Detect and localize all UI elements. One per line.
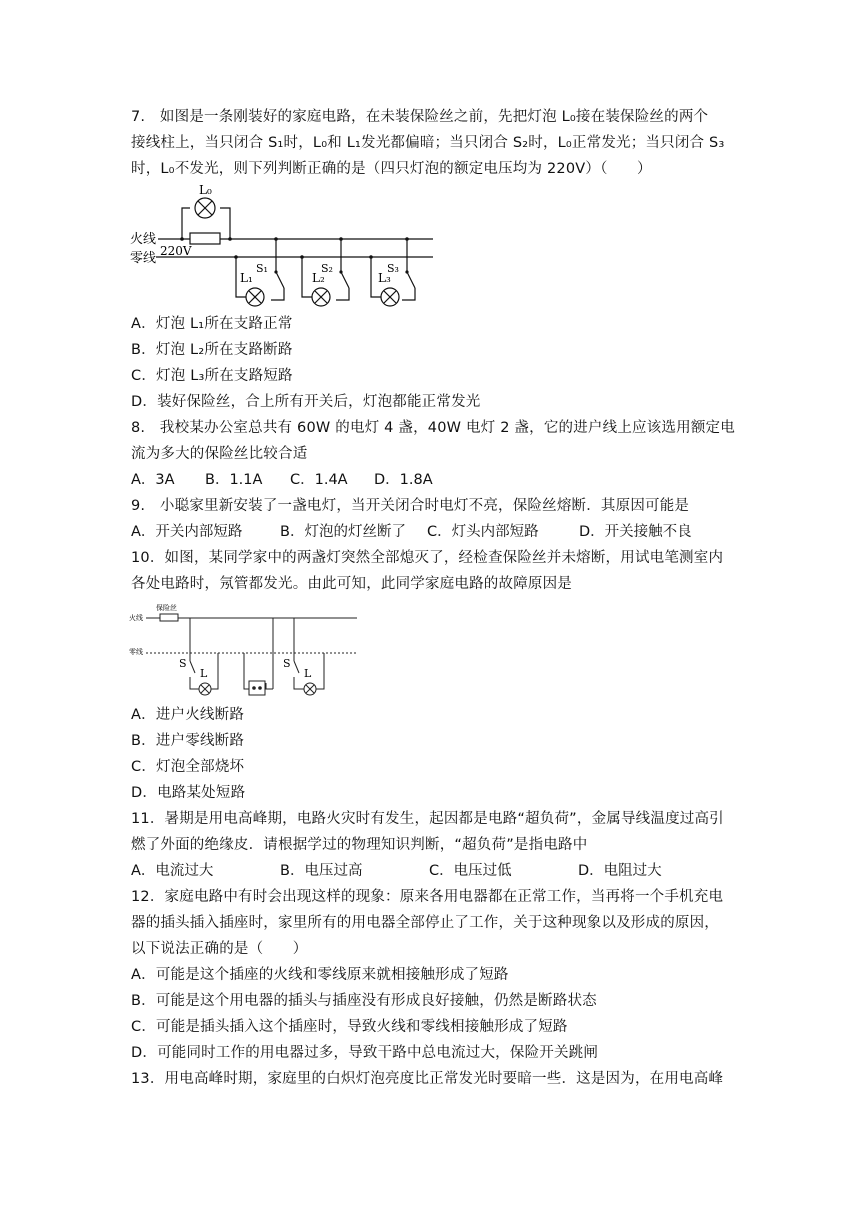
q10-switch-1-label: S [179, 657, 187, 670]
q11-option-a: A．电流过大 [131, 863, 214, 879]
q11-option-d: D．电阻过大 [578, 863, 662, 879]
q9-option-a: A．开关内部短路 [131, 524, 243, 540]
q7-line-1: 7. 如图是一条刚装好的家庭电路，在未装保险丝之前，先把灯泡 L₀接在装保险丝的两个 [131, 109, 709, 125]
q7-option-c: C．灯泡 L₃所在支路短路 [131, 368, 293, 384]
q8-option-b: B．1.1A [205, 472, 263, 488]
q10-option-c: C．灯泡全部烧坏 [131, 759, 245, 775]
q7-circuit-diagram [128, 182, 448, 312]
q10-option-b: B．进户零线断路 [131, 733, 245, 749]
q10-option-a: A．进户火线断路 [131, 707, 245, 723]
q12-option-a: A．可能是这个插座的火线和零线原来就相接触形成了短路 [131, 967, 509, 983]
q12-option-c: C．可能是插头插入这个插座时，导致火线和零线相接触形成了短路 [131, 1019, 568, 1035]
q8-option-c: C．1.4A [290, 472, 348, 488]
q13-line-1: 13．用电高峰时期，家庭里的白炽灯泡亮度比正常发光时要暗一些．这是因为，在用电高峰 [131, 1071, 724, 1087]
q7-option-d: D．装好保险丝，合上所有开关后，灯泡都能正常发光 [131, 394, 481, 410]
q7-line-2: 接线柱上，当只闭合 S₁时，L₀和 L₁发光都偏暗；当只闭合 S₂时，L₀正常发光；当只闭合 S₃ [131, 135, 725, 151]
q7-live-label: 火线 [130, 232, 157, 247]
q7-option-b: B．灯泡 L₂所在支路断路 [131, 342, 293, 358]
q10-circuit-diagram [128, 601, 360, 701]
q10-line-1: 10．如图，某同学家中的两盏灯突然全部熄灭了，经检查保险丝并未熔断，用试电笔测室内 [131, 550, 724, 566]
q10-live-label: 火线 [129, 614, 143, 622]
q10-lamp-1-label: L [200, 667, 208, 680]
q12-option-d: D．可能同时工作的用电器过多，导致干路中总电流过大，保险开关跳闸 [131, 1045, 599, 1061]
q12-line-2: 器的插头插入插座时，家里所有的用电器全部停止了工作，关于这种现象以及形成的原因， [131, 915, 719, 931]
q12-line-1: 12．家庭电路中有时会出现这样的现象：原来各用电器都在正常工作，当再将一个手机充电 [131, 889, 724, 905]
q9-line-1: 9. 小聪家里新安装了一盏电灯，当开关闭合时电灯不亮，保险丝熔断．其原因可能是 [131, 498, 690, 514]
q7-lamp-3-label: L₃ [378, 271, 391, 285]
q7-voltage-label: 220V [160, 244, 192, 258]
q11-option-b: B．电压过高 [280, 863, 363, 879]
q10-option-d: D．电路某处短路 [131, 785, 246, 801]
q7-lamp-2-label: L₂ [312, 271, 325, 285]
q10-fuse-label: 保险丝 [156, 604, 177, 612]
q8-option-a: A．3A [131, 472, 175, 488]
q11-line-1: 11．暑期是用电高峰期，电路火灾时有发生，起因都是电路“超负荷”，金属导线温度过高引 [131, 811, 724, 827]
q11-option-c: C．电压过低 [429, 863, 512, 879]
q8-option-d: D．1.8A [374, 472, 433, 488]
q7-switch-1-label: S₁ [256, 262, 268, 275]
q7-option-a: A．灯泡 L₁所在支路正常 [131, 316, 293, 332]
q7-lamp-1-label: L₁ [240, 271, 253, 285]
q10-lamp-2-label: L [304, 667, 312, 680]
q9-option-b: B．灯泡的灯丝断了 [280, 524, 406, 540]
q7-switch-3-label: S₃ [387, 262, 399, 275]
q7-switch-2-label: S₂ [321, 262, 333, 275]
q9-option-c: C．灯头内部短路 [427, 524, 539, 540]
q12-option-b: B．可能是这个用电器的插头与插座没有形成良好接触，仍然是断路状态 [131, 993, 597, 1009]
q12-line-3: 以下说法正确的是（ ） [131, 941, 308, 957]
q7-neutral-label: 零线 [130, 251, 157, 266]
q7-lamp0-label: L₀ [199, 183, 212, 197]
q11-line-2: 燃了外面的绝缘皮．请根据学过的物理知识判断，“超负荷”是指电路中 [131, 837, 588, 853]
q10-neutral-label: 零线 [129, 648, 143, 656]
q7-line-3: 时，L₀不发光，则下列判断正确的是（四只灯泡的额定电压均为 220V）（ ） [131, 161, 652, 177]
q10-switch-2-label: S [283, 657, 291, 670]
q10-line-2: 各处电路时，氖管都发光。由此可知，此同学家庭电路的故障原因是 [131, 576, 572, 592]
q8-line-1: 8. 我校某办公室总共有 60W 的电灯 4 盏，40W 电灯 2 盏，它的进户线上应该选用额定电 [131, 420, 735, 436]
q9-option-d: D．开关接触不良 [579, 524, 692, 540]
q8-line-2: 流为多大的保险丝比较合适 [131, 446, 308, 462]
